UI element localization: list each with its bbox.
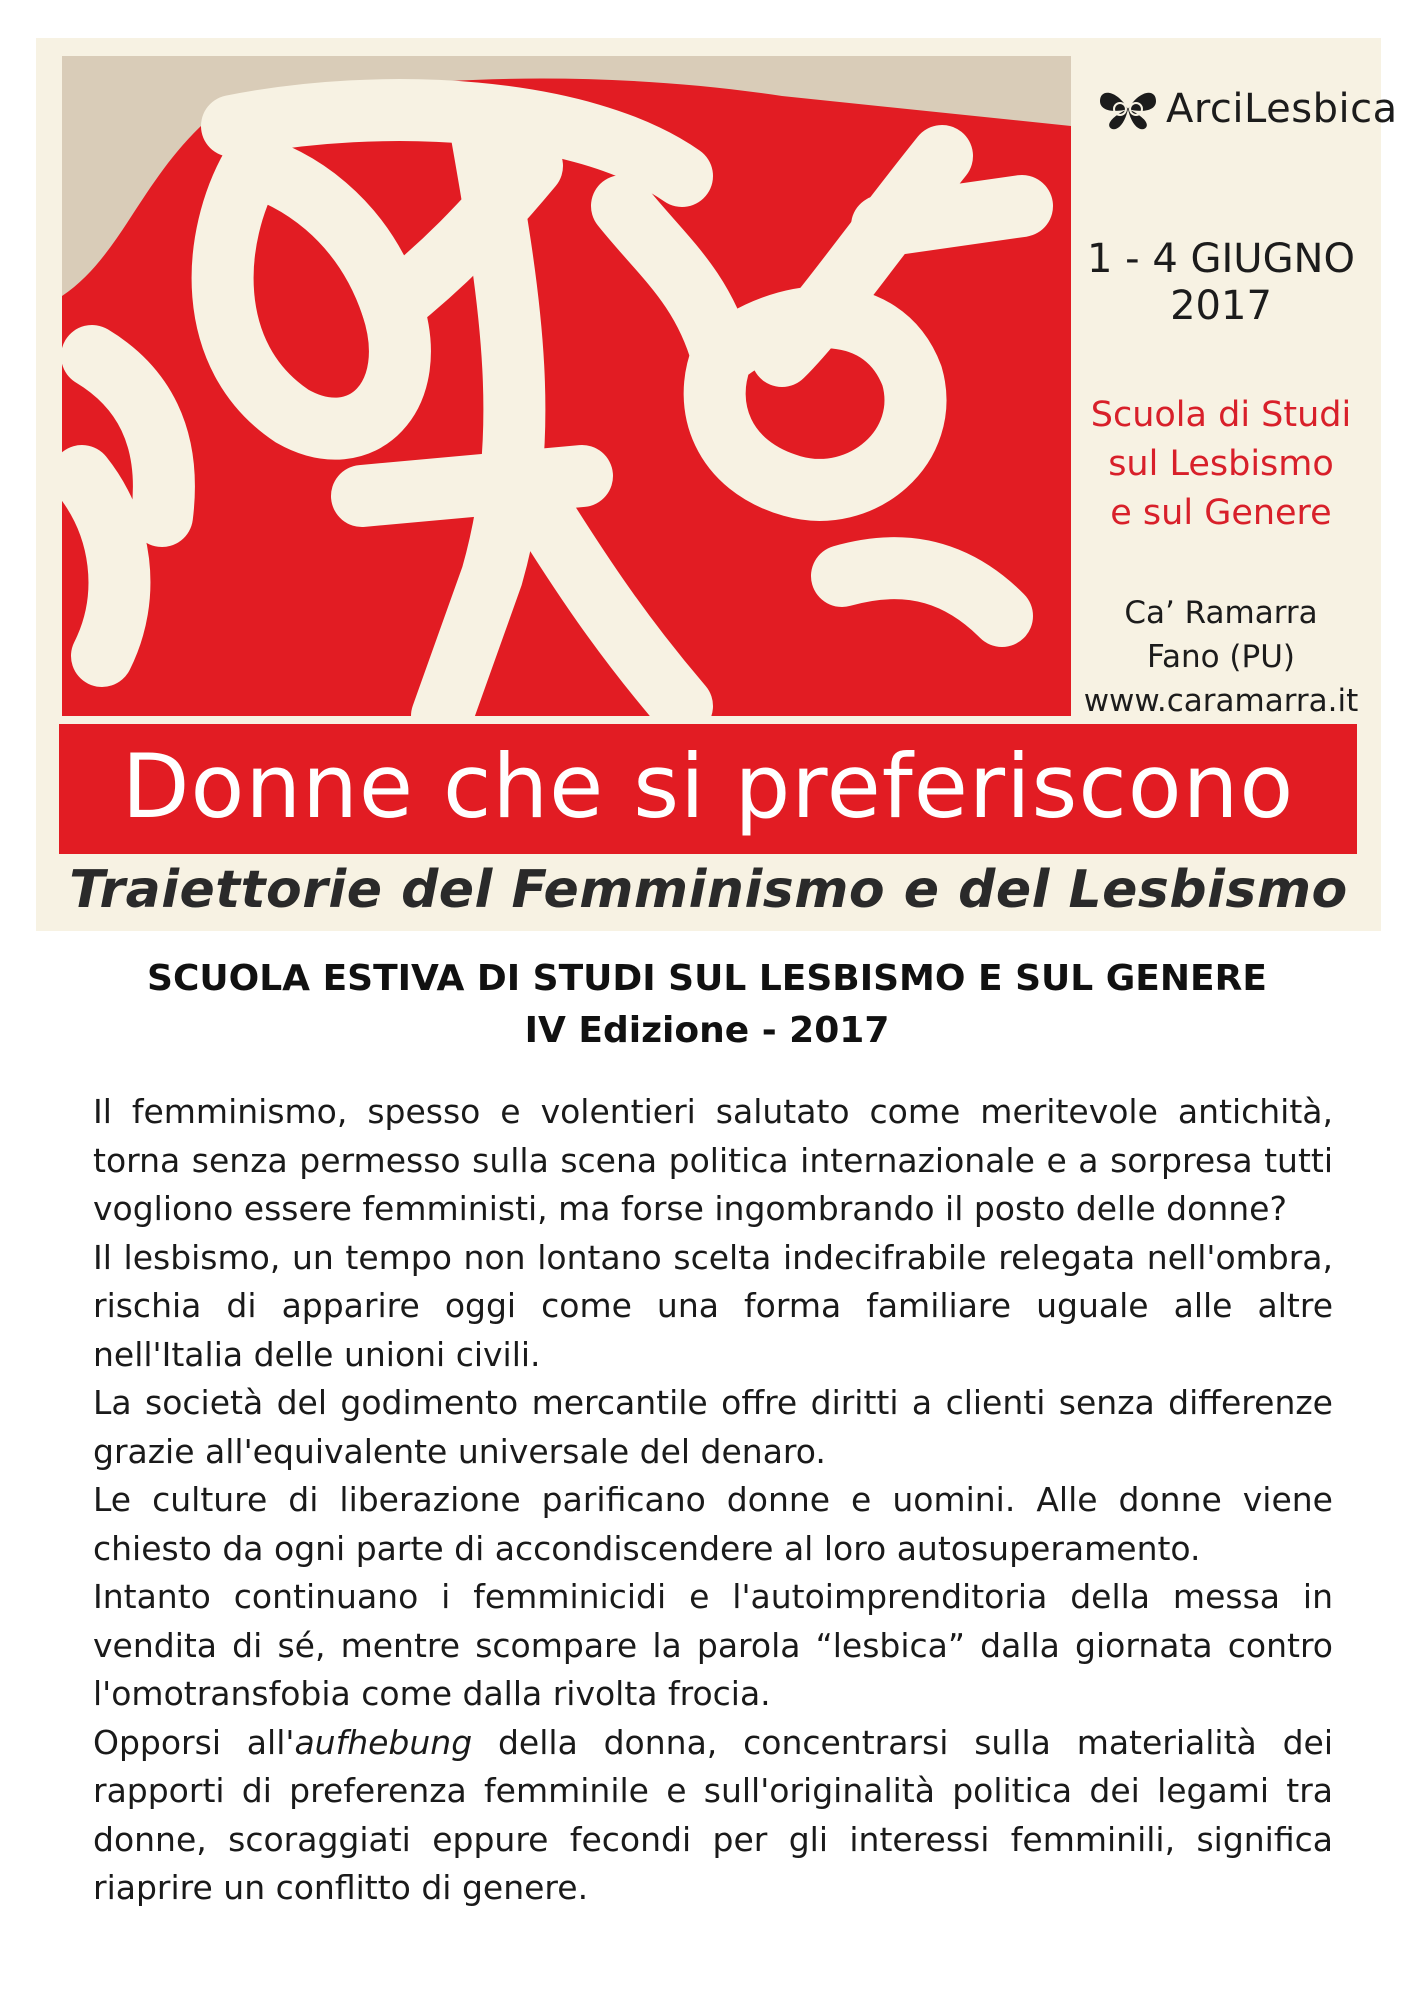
school-line: sul Lesbismo — [1108, 444, 1334, 484]
event-dates — [1081, 236, 1361, 330]
body-text — [93, 1088, 1333, 1913]
school-name — [1081, 391, 1361, 538]
school-line: e sul Genere — [1110, 493, 1332, 533]
aufhebung-term: aufhebung — [294, 1722, 473, 1762]
paragraph-text: Opporsi all' — [93, 1722, 295, 1762]
arcilesbica-logo — [1096, 86, 1398, 132]
school-heading — [0, 953, 1414, 1057]
paragraph: Il lesbismo, un tempo non lontano scelta indecifrabile relegata nell'ombra, rischia di apparire oggi come una forma familiare uguale alle altre nell'Italia delle unioni civili. — [93, 1237, 1333, 1374]
female-symbols-illustration — [62, 56, 1071, 716]
paragraph: La società del godimento mercantile offre diritti a clienti senza differenze grazie all'equivalente universale del denaro. — [93, 1383, 1333, 1471]
brand-name: ArciLesbica — [1166, 86, 1398, 132]
title-bar — [59, 724, 1357, 854]
heading-title: SCUOLA ESTIVA DI STUDI SUL LESBISMO E SUL GENERE — [147, 958, 1267, 999]
venue-city: Fano (PU) — [1146, 639, 1296, 675]
venue-website: www.caramarra.it — [1083, 683, 1359, 719]
heading-edition: IV Edizione - 2017 — [524, 1010, 890, 1051]
event-title: Donne che si preferiscono — [121, 735, 1295, 838]
paragraph-text: della donna, concentrarsi sulla materialità dei rapporti di preferenza femminile e sull'originalità politica dei legami tra donne, scoraggiati eppure fecondi per gli interessi femminili, significa riaprire un conflitto di genere. — [93, 1722, 1333, 1907]
butterfly-icon — [1096, 87, 1160, 131]
venue-info — [1081, 591, 1361, 723]
paragraph: Intanto continuano i femminicidi e l'autoimprenditoria della messa in vendita di sé, mentre scompare la parola “lesbica” dalla giornata contro l'omotransfobia come dalla rivolta frocia. — [93, 1577, 1333, 1713]
venue-name: Ca’ Ramarra — [1124, 595, 1318, 631]
paragraph — [93, 1719, 1333, 1913]
event-subtitle: Traiettorie del Femminismo e del Lesbismo — [69, 860, 1348, 920]
paragraph: Il femminismo, spesso e volentieri salutato come meritevole antichità, torna senza permesso sulla scena politica internazionale e a sorpresa tutti vogliono essere femministi, ma forse ingombrando il posto delle donne? — [93, 1092, 1333, 1228]
paragraph: Le culture di liberazione parificano donne e uomini. Alle donne viene chiesto da ogni parte di accondiscendere al loro autosuperamento. — [93, 1480, 1333, 1568]
event-banner — [36, 38, 1398, 931]
school-line: Scuola di Studi — [1090, 395, 1352, 435]
date-year: 2017 — [1170, 283, 1272, 329]
date-range: 1 - 4 GIUGNO — [1087, 236, 1355, 282]
